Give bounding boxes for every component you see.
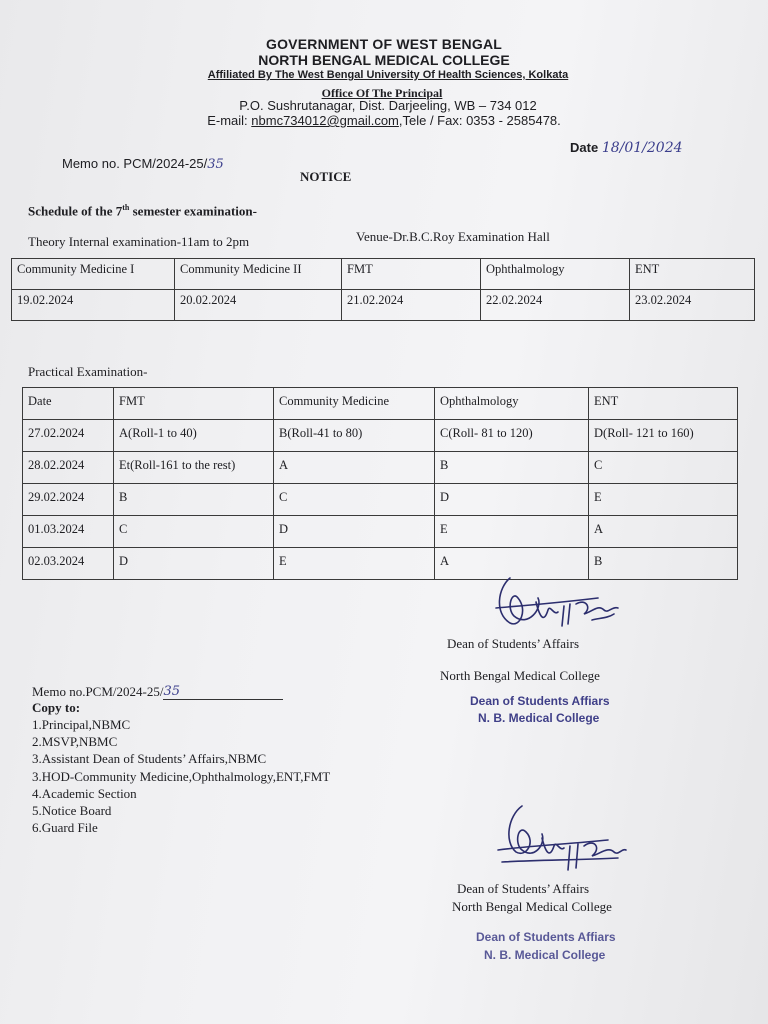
table-cell: D(Roll- 121 to 160) [589,420,738,452]
signatory-title: Dean of Students’ Affairs [447,636,580,651]
list-item: 3.Assistant Dean of Students’ Affairs,NBMC [32,751,267,767]
signatory-title-2: Dean of Students’ Affairs [457,881,590,896]
list-item: 4.Academic Section [32,785,137,801]
memo-handwritten-number: 35 [207,157,224,172]
list-item: 6.Guard File [32,820,98,836]
table-cell: C [589,452,738,484]
header-office: Office Of The Principal [321,86,443,100]
table-cell: A(Roll-1 to 40) [114,420,274,452]
table-row [12,290,755,321]
practical-heading: Practical Examination- [28,364,148,379]
list-item: 3.HOD-Community Medicine,Ophthalmology,ENT,FMT [32,768,331,784]
list-item: 1.Principal,NBMC [32,717,131,732]
signature-image-2 [488,800,628,880]
signatory-college-2: North Bengal Medical College [452,899,612,914]
date-label: Date [570,140,599,155]
table-cell: Ophthalmology [481,259,630,290]
header-affiliation: Affiliated By The West Bengal University Of Health Sciences, Kolkata [207,69,569,81]
table-cell: 20.02.2024 [175,290,342,321]
table-cell: A [589,516,738,548]
stamp-line2: N. B. Medical College [478,711,600,725]
table-header-cell: ENT [589,388,738,420]
table-cell: B [114,484,274,516]
schedule-suffix: semester examination- [129,203,257,219]
table-cell: 02.03.2024 [23,548,114,580]
tele-fax: ,Tele / Fax: 0353 - 2585478. [398,113,561,128]
list-item: 5.Notice Board [32,803,112,819]
table-cell: A [274,452,435,484]
notice-title: NOTICE [300,169,352,184]
table-header-row [23,388,738,420]
theory-timing: Theory Internal examination-11am to 2pm [28,234,250,249]
table-cell: 23.02.2024 [630,290,755,321]
schedule-sup: th [122,203,130,212]
table-cell: C(Roll- 81 to 120) [435,420,589,452]
table-row [23,420,738,452]
email-label: E-mail: [207,113,252,128]
header-government: GOVERNMENT OF WEST BENGAL [266,36,502,52]
table-cell: 29.02.2024 [23,484,114,516]
table-header-cell: Ophthalmology [435,388,589,420]
email-link[interactable]: nbmc734012@gmail.com [251,113,399,128]
table-row [23,548,738,580]
copy-to-label: Copy to: [32,700,81,715]
stamp-line1: Dean of Students Affiars [470,694,610,708]
table-cell: 01.03.2024 [23,516,114,548]
table-cell: 27.02.2024 [23,420,114,452]
table-row [23,484,738,516]
stamp-line2-2: N. B. Medical College [484,948,606,962]
header-address: P.O. Sushrutanagar, Dist. Darjeeling, WB – 734 012 [239,98,537,113]
table-row [23,452,738,484]
table-cell: 22.02.2024 [481,290,630,321]
table-cell: D [435,484,589,516]
table-cell: 21.02.2024 [342,290,481,321]
table-header-cell: FMT [114,388,274,420]
signature-image [488,568,628,638]
table-cell: B [435,452,589,484]
table-header-cell: Community Medicine [274,388,435,420]
table-cell: B [589,548,738,580]
header-contact [0,113,768,128]
table-cell: ENT [630,259,755,290]
notice-date [570,140,683,156]
schedule-heading [28,203,257,219]
table-cell: E [435,516,589,548]
table-row [23,516,738,548]
list-item: 2.MSVP,NBMC [32,734,118,750]
table-cell: 28.02.2024 [23,452,114,484]
schedule-prefix: Schedule of the 7 [28,203,123,219]
copy-to-list [32,716,330,836]
date-handwritten: 18/01/2024 [601,140,683,156]
table-cell: D [274,516,435,548]
table-cell: Community Medicine I [12,259,175,290]
table-cell: C [274,484,435,516]
theory-venue: Venue-Dr.B.C.Roy Examination Hall [356,229,550,244]
theory-exam-table [11,258,755,321]
copy-memo-label: Memo no.PCM/2024-25/ [32,684,164,699]
table-cell: Et(Roll-161 to the rest) [114,452,274,484]
table-cell: D [114,548,274,580]
table-cell: Community Medicine II [175,259,342,290]
table-header-cell: Date [23,388,114,420]
table-cell: E [589,484,738,516]
table-row [12,259,755,290]
table-cell: B(Roll-41 to 80) [274,420,435,452]
copy-memo-number [32,683,283,700]
table-cell: C [114,516,274,548]
table-cell: FMT [342,259,481,290]
table-cell: 19.02.2024 [12,290,175,321]
memo-label: Memo no. PCM/2024-25/ [62,156,208,171]
table-cell: E [274,548,435,580]
table-cell: A [435,548,589,580]
copy-memo-handwritten-number: 35 [163,684,181,699]
signatory-college: North Bengal Medical College [440,668,600,683]
practical-exam-table [22,387,738,580]
header-college-name: NORTH BENGAL MEDICAL COLLEGE [258,52,510,68]
stamp-line1-2: Dean of Students Affiars [476,930,616,944]
memo-number [62,156,224,172]
